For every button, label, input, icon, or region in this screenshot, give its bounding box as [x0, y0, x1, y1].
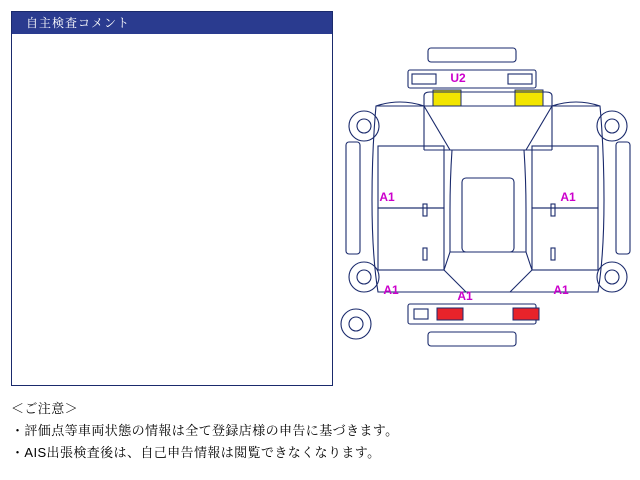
diagram-part-wheel-front-left-hub	[357, 270, 371, 284]
diagram-part-handle-3	[551, 204, 555, 216]
diagram-part-wheel-front-right-hub	[605, 270, 619, 284]
diagram-part-rear-band-left	[412, 74, 436, 84]
diagram-part-panel-line-2	[506, 106, 552, 150]
diagram-part-side-rail-left	[346, 142, 360, 254]
diagram-part-door-rear-right	[532, 208, 598, 270]
inspection-comment-body	[12, 34, 332, 385]
diagram-part-roof-panel	[462, 178, 514, 252]
notice-line-1: ・評価点等車両状態の情報は全て登録店様の申告に基づきます。	[11, 423, 399, 438]
diagram-part-lower-bar	[428, 332, 516, 346]
damage-mark-red-left	[437, 308, 463, 320]
diagram-part-fender-rear-left	[376, 102, 424, 106]
damage-code-label: A1	[553, 283, 569, 297]
diagram-part-wheel-rear-left-hub	[357, 119, 371, 133]
notice-title: ＜ご注意＞	[11, 401, 79, 416]
diagram-part-front-corner-right	[510, 270, 532, 292]
inspection-comment-header: 自主検査コメント	[12, 12, 332, 34]
notice-line-2: ・AIS出張検査後は、自己申告情報は閲覧できなくなります。	[11, 445, 381, 460]
diagram-part-wheel-front-left	[349, 262, 379, 292]
diagram-part-handle-4	[551, 248, 555, 260]
damage-mark-red-right	[513, 308, 539, 320]
diagram-part-wheel-rear-right-hub	[605, 119, 619, 133]
diagram-part-handle-1	[423, 204, 427, 216]
diagram-part-spare-wheel-hub	[349, 317, 363, 331]
diagram-part-spare-wheel	[341, 309, 371, 339]
diagram-part-rear-band	[408, 70, 536, 88]
diagram-part-door-rear-left	[378, 208, 444, 270]
damage-code-label: A1	[379, 190, 395, 204]
inspection-comment-panel	[11, 11, 333, 386]
damage-code-label: U2	[450, 71, 466, 85]
damage-code-label: A1	[457, 289, 473, 303]
diagram-part-cabin	[450, 150, 526, 252]
diagram-part-roof-top	[428, 48, 516, 62]
diagram-part-handle-2	[423, 248, 427, 260]
diagram-part-side-rail-right	[616, 142, 630, 254]
diagram-part-front-join-right	[526, 252, 532, 270]
diagram-part-front-join-left	[444, 252, 450, 270]
diagram-part-rear-band-right	[508, 74, 532, 84]
vehicle-diagram-panel	[336, 8, 634, 388]
damage-code-label: A1	[560, 190, 576, 204]
diagram-part-wheel-front-right	[597, 262, 627, 292]
diagram-part-fender-rear-right	[552, 102, 600, 106]
vehicle-diagram-svg	[336, 8, 634, 388]
diagram-part-panel-line-1	[424, 106, 470, 150]
damage-code-label: A1	[383, 283, 399, 297]
diagram-part-front-bumper-left-box	[414, 309, 428, 319]
notice-block	[11, 398, 631, 464]
